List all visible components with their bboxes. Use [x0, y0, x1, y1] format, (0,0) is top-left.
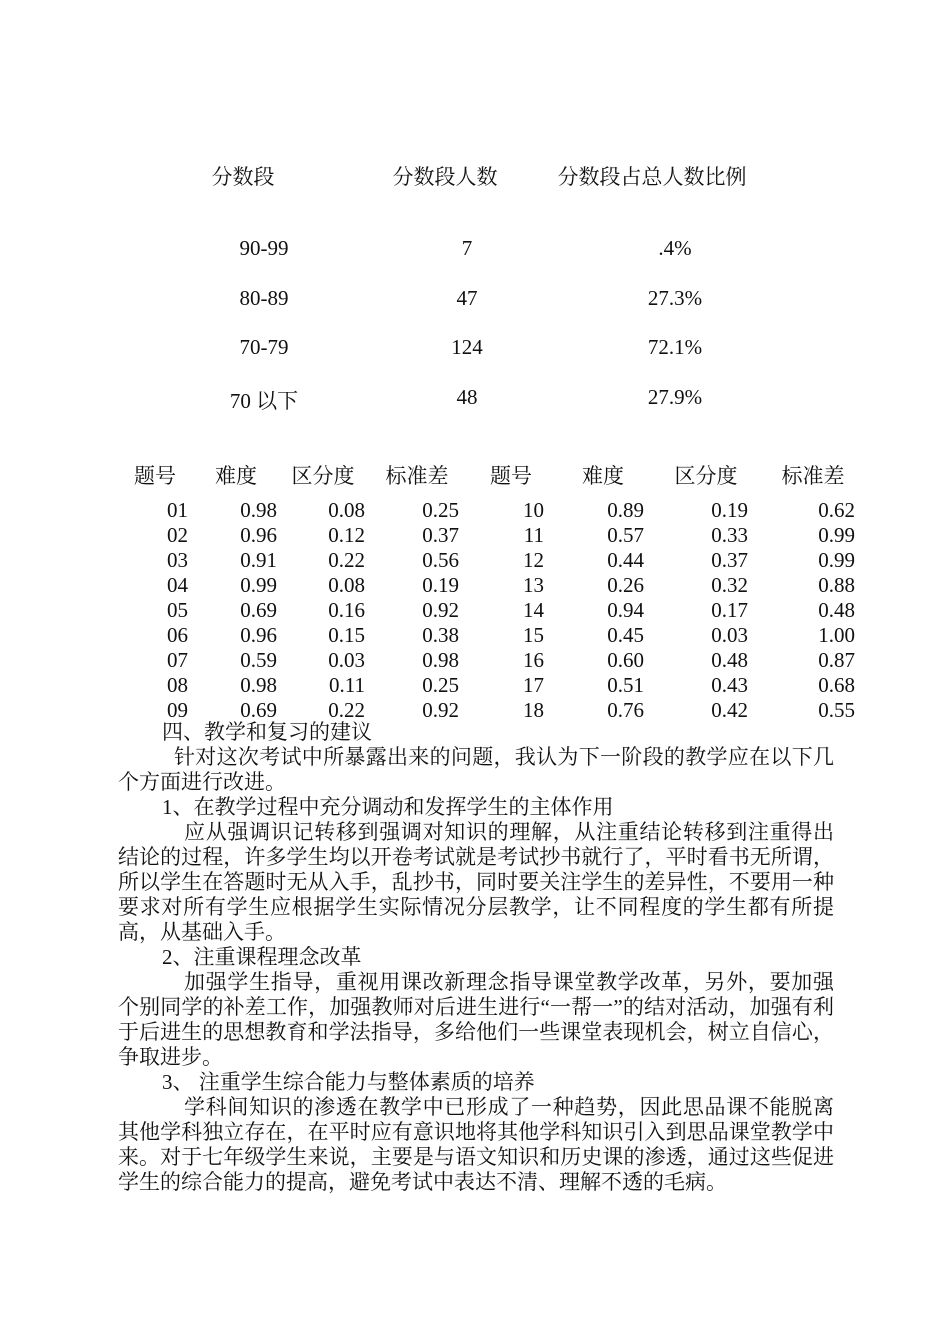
item-discrimination: 0.43 [711, 673, 748, 697]
point-1-heading: 1、在教学过程中充分调动和发挥学生的主体作用 [162, 795, 614, 819]
item-difficulty: 0.98 [240, 673, 277, 697]
item-discrimination: 0.33 [711, 523, 748, 547]
item-difficulty: 0.91 [240, 548, 277, 572]
section-intro: 针对这次考试中所暴露出来的问题，我认为下一阶段的教学应在以下几个方面进行改进。 [118, 745, 834, 794]
item-header-stddev-2: 标准差 [781, 464, 845, 488]
item-header-difficulty-2: 难度 [582, 464, 624, 488]
item-discrimination: 0.16 [328, 598, 365, 622]
dist-cell: 124 [451, 335, 483, 359]
item-header-stddev: 标准差 [385, 464, 449, 488]
dist-cell: 7 [461, 236, 473, 260]
item-header-difficulty: 难度 [215, 464, 257, 488]
item-number: 08 [167, 673, 188, 697]
item-discrimination: 0.11 [329, 673, 365, 697]
item-number: 07 [167, 648, 188, 672]
item-difficulty: 0.99 [240, 573, 277, 597]
item-number: 05 [167, 598, 188, 622]
item-difficulty: 0.59 [240, 648, 277, 672]
item-discrimination: 0.12 [328, 523, 365, 547]
item-discrimination: 0.32 [711, 573, 748, 597]
item-stddev: 0.55 [818, 698, 855, 722]
item-difficulty: 0.76 [607, 698, 644, 722]
item-difficulty: 0.94 [607, 598, 644, 622]
item-stddev: 0.38 [422, 623, 459, 647]
item-difficulty: 0.69 [240, 598, 277, 622]
item-discrimination: 0.37 [711, 548, 748, 572]
item-difficulty: 0.60 [607, 648, 644, 672]
dist-header-count: 分数段人数 [392, 165, 498, 189]
dist-cell: 48 [456, 385, 478, 409]
item-stddev: 0.68 [818, 673, 855, 697]
item-number: 04 [167, 573, 188, 597]
dist-cell: .4% [658, 236, 692, 260]
dist-cell: 72.1% [647, 335, 703, 359]
recommendations-section [118, 720, 834, 1195]
item-discrimination: 0.03 [711, 623, 748, 647]
item-number: 14 [523, 598, 544, 622]
item-number: 09 [167, 698, 188, 722]
item-header-discrimination-2: 区分度 [674, 464, 738, 488]
item-discrimination: 0.42 [711, 698, 748, 722]
item-header-number: 题号 [134, 464, 176, 488]
item-number: 06 [167, 623, 188, 647]
item-difficulty: 0.26 [607, 573, 644, 597]
item-number: 13 [523, 573, 544, 597]
item-stddev: 0.25 [422, 498, 459, 522]
item-number: 02 [167, 523, 188, 547]
item-discrimination: 0.03 [328, 648, 365, 672]
dist-header-range: 分数段 [211, 165, 275, 189]
item-stddev: 0.99 [818, 548, 855, 572]
item-difficulty: 0.96 [240, 523, 277, 547]
item-number: 12 [523, 548, 544, 572]
dist-cell: 27.9% [647, 385, 703, 409]
item-number: 03 [167, 548, 188, 572]
item-stddev: 0.19 [422, 573, 459, 597]
item-stddev: 0.56 [422, 548, 459, 572]
item-number: 10 [523, 498, 544, 522]
item-stddev: 0.92 [422, 598, 459, 622]
point-3-heading: 3、 注重学生综合能力与整体素质的培养 [162, 1070, 535, 1094]
item-stddev: 0.88 [818, 573, 855, 597]
point-1-body: 应从强调识记转移到强调对知识的理解，从注重结论转移到注重得出结论的过程，许多学生均以开卷考试就是考试抄书就行了，平时看书无所谓，所以学生在答题时无从入手，乱抄书，同时要关注学生的差异性，不要用一种要求对所有学生应根据学生实际情况分层教学，让不同程度的学生都有所提高，从基础入手。 [118, 820, 834, 944]
item-number: 11 [523, 523, 544, 547]
item-number: 01 [167, 498, 188, 522]
item-difficulty: 0.45 [607, 623, 644, 647]
item-stddev: 0.37 [422, 523, 459, 547]
dist-cell: 70 以下 [229, 389, 299, 413]
item-number: 18 [523, 698, 544, 722]
dist-header-ratio: 分数段占总人数比例 [557, 165, 747, 189]
item-stddev: 0.48 [818, 598, 855, 622]
item-difficulty: 0.57 [607, 523, 644, 547]
item-discrimination: 0.08 [328, 498, 365, 522]
item-discrimination: 0.48 [711, 648, 748, 672]
item-difficulty: 0.69 [240, 698, 277, 722]
item-number: 16 [523, 648, 544, 672]
item-stddev: 0.62 [818, 498, 855, 522]
section-title: 四、教学和复习的建议 [162, 720, 372, 744]
item-stddev: 1.00 [818, 623, 855, 647]
item-stddev: 0.92 [422, 698, 459, 722]
item-difficulty: 0.98 [240, 498, 277, 522]
item-discrimination: 0.17 [711, 598, 748, 622]
item-difficulty: 0.96 [240, 623, 277, 647]
item-discrimination: 0.22 [328, 548, 365, 572]
item-discrimination: 0.22 [328, 698, 365, 722]
item-stddev: 0.99 [818, 523, 855, 547]
item-discrimination: 0.19 [711, 498, 748, 522]
item-difficulty: 0.89 [607, 498, 644, 522]
item-header-discrimination: 区分度 [291, 464, 355, 488]
item-stddev: 0.25 [422, 673, 459, 697]
point-2-heading: 2、注重课程理念改革 [162, 945, 362, 969]
dist-cell: 47 [456, 286, 478, 310]
dist-cell: 80-89 [239, 286, 289, 310]
item-number: 15 [523, 623, 544, 647]
item-discrimination: 0.08 [328, 573, 365, 597]
item-header-number-2: 题号 [490, 464, 532, 488]
item-discrimination: 0.15 [328, 623, 365, 647]
item-stddev: 0.87 [818, 648, 855, 672]
point-3-body: 学科间知识的渗透在教学中已形成了一种趋势，因此思品课不能脱离其他学科独立存在，在平时应有意识地将其他学科知识引入到思品课堂教学中来。对于七年级学生来说，主要是与语文知识和历史课的渗透，通过这些促进学生的综合能力的提高，避免考试中表达不清、理解不透的毛病。 [118, 1095, 834, 1194]
dist-cell: 90-99 [239, 236, 289, 260]
item-number: 17 [523, 673, 544, 697]
dist-cell: 27.3% [647, 286, 703, 310]
item-difficulty: 0.51 [607, 673, 644, 697]
item-stddev: 0.98 [422, 648, 459, 672]
dist-cell: 70-79 [239, 335, 289, 359]
item-difficulty: 0.44 [607, 548, 644, 572]
point-2-body: 加强学生指导，重视用课改新理念指导课堂教学改革，另外，要加强个别同学的补差工作，加强教师对后进生进行“一帮一”的结对活动，加强有利于后进生的思想教育和学法指导，多给他们一些课堂表现机会，树立自信心，争取进步。 [118, 970, 834, 1069]
